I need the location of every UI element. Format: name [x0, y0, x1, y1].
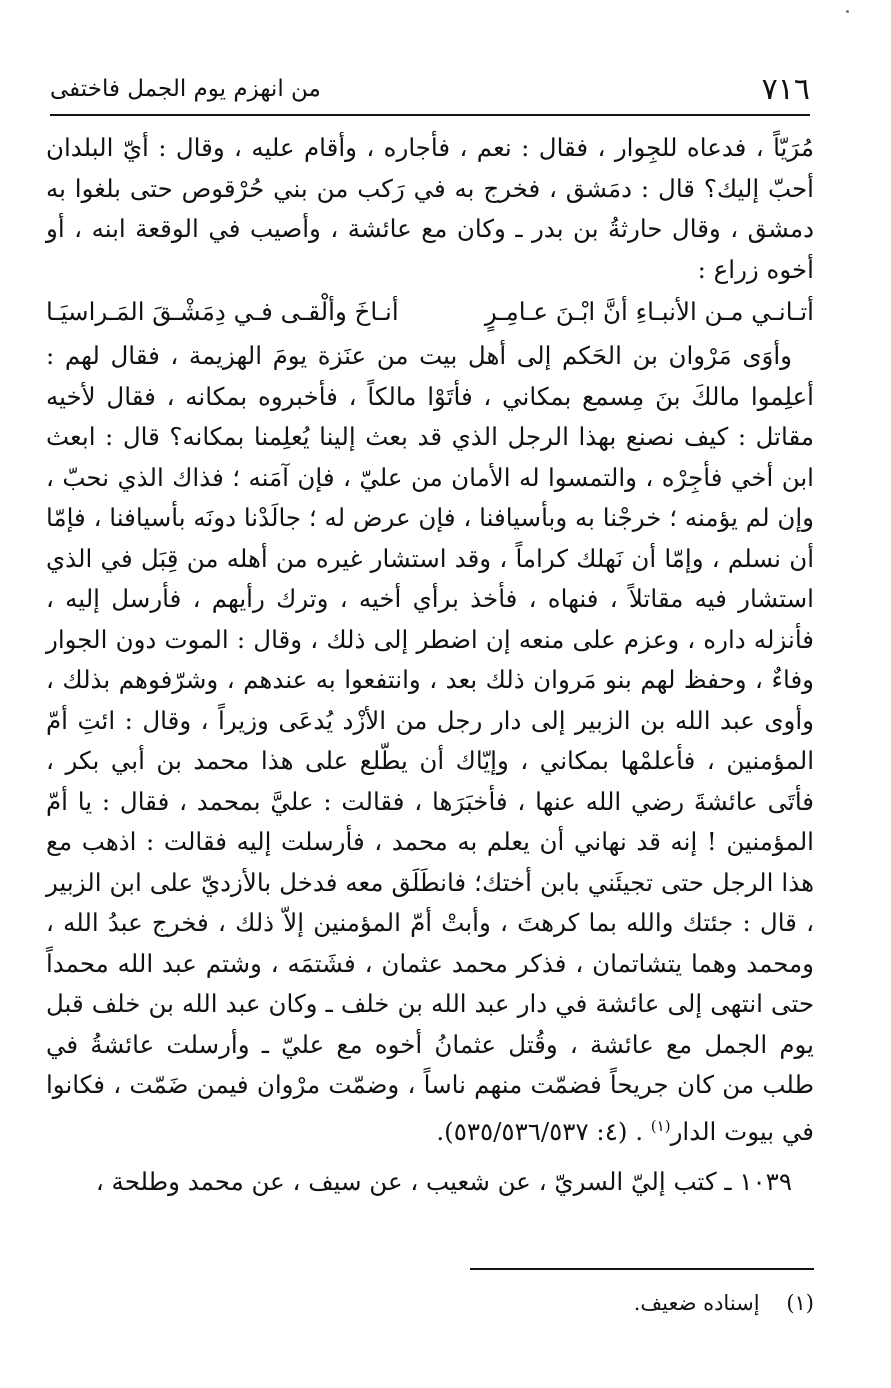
paragraph-2-text: وأوَى مَرْوان بن الحَكم إلى أهل بيت من عنَزة يومَ الهزيمة ، فقال لهم : أعلِموا مالكَ بنَ مِسمع بمكاني ، فأتَوْا مالكاً ، فأخبروه بمكانه ، فقال لأخيه مقاتل : كيف نصنع بهذا الرجل الذي قد بعث إلينا يُعلِمنا بمكانه؟ قال : ابعث ابن أخي فأجِرْه ، والتمسوا له الأمان من عليّ ، فإن آمَنه ؛ فذاك الذي نحبّ ، وإن لم يؤمنه ؛ خرجْنا به وبأسيافنا ، فإن عرض له ؛ جالَدْنا دونَه بأسيافنا ، فإمّا أن نسلم ، وإمّا أن نَهلك كراماً ، وقد استشار غيره من أهله من قِبَل في الذي استشار فيه مقاتلاً ، فنهاه ، فأخذ برأي أخيه ، وترك رأيهم ، فأرسل إليه ، فأنزله داره ، وعزم على منعه إن اضطر إلى ذلك ، وقال : الموت دون الجوار وفاءٌ ، وحفظ لهم بنو مَروان ذلك بعد ، وانتفعوا به عندهم ، وشرّفوهم بذلك ، وأوى عبد الله بن الزبير إلى دار رجل من الأزْد يُدعَى وزيراً ، وقال : ائتِ أمّ المؤمنين ، فأعلمْها بمكاني ، وإيّاك أن يطّلع على هذا محمد بن أبي بكر ، فأتَى عائشةَ رضي الله عنها ، فأخبَرَها ، فقالت : عليَّ بمحمد ، فقال : يا أمّ المؤمنين ! إنه قد نهاني أن يعلم به محمد ، فأرسلت إليه فقالت : اذهب مع هذا الرجل حتى تجيئَني بابن أختك؛ فانطَلَق معه فدخل بالأزديّ على ابن الزبير ، قال : جئتك والله بما كرهتَ ، وأبتْ أمّ المؤمنين إلاّ ذلك ، فخرج عبدُ الله ، ومحمد وهما يتشاتمان ، فذكر محمد عثمان ، فشَتمَه ، وشتم عبد الله محمداً حتى انتهى إلى عائشة في دار عبد الله بن خلف ـ وكان عبد الله بن خلف قبل يوم الجمل مع عائشة ، وقُتل عثمانُ أخوه مع عليّ ـ وأرسلت عائشةُ في طلب من كان جريحاً فضمّت منهم ناساً ، وضمّت مرْوان فيمن ضَمّت ، فكانوا في بيوت الدار — [46, 341, 814, 1146]
paragraph-3: ١٠٣٩ ـ كتب إليّ السريّ ، عن شعيب ، عن سيف ، عن محمد وطلحة ، — [95, 1167, 792, 1197]
footnote-text: إسناده ضعيف. — [633, 1291, 760, 1315]
scan-speck — [846, 10, 849, 13]
footnote-rule — [470, 1268, 814, 1270]
poem-verse — [46, 290, 814, 334]
header-rule — [50, 114, 810, 116]
paragraph-1: مُرَيّاً ، فدعاه للجِوار ، فقال : نعم ، فأجاره ، وأقام عليه ، وقال : أيّ البلدان أحبّ إليك؟ قال : دمَشق ، فخرج به في رَكب من بني حُرْقوص حتى بلغوا به دمشق ، وقال حارثةُ بن بدر ـ وكان مع عائشة ، وأصيب في الوقعة ابنه ، أو أخوه زراع : — [46, 133, 814, 284]
running-title: من انهزم يوم الجمل فاختفى — [50, 76, 321, 102]
footnote-1 — [420, 1288, 814, 1318]
page-number: ٧١٦ — [761, 72, 810, 107]
footnote-number: (١) — [786, 1291, 814, 1315]
paragraph-2 — [46, 336, 814, 1152]
verse-second-hemistich: أنـاخَ وألْقـى فـي دِمَشْـقَ المَـراسيَـا — [46, 297, 399, 326]
verse-first-hemistich: أتـانـي مـن الأنبـاءِ أنَّ ابْـنَ عـامِـرٍ — [484, 297, 814, 326]
footnote-marker: (١) — [650, 1116, 671, 1135]
page-header — [50, 70, 810, 114]
main-text — [46, 128, 814, 1203]
citation: . (٤: ٥٣٥/٥٣٦/٥٣٧). — [436, 1116, 643, 1146]
